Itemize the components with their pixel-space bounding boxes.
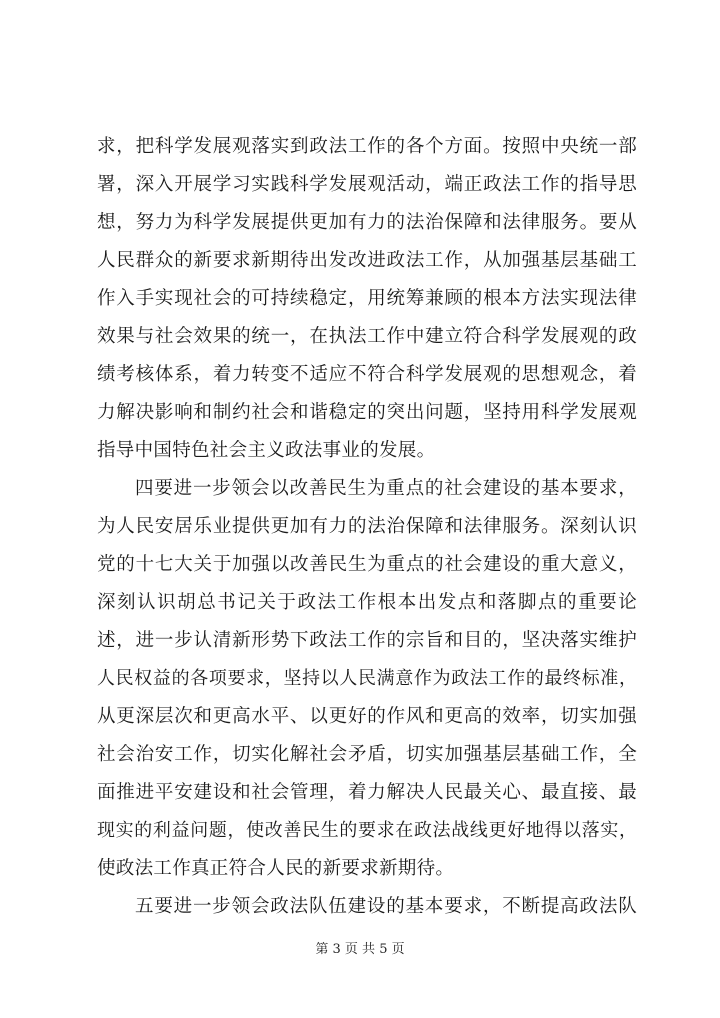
text-line: 面推进平安建设和社会管理，着力解决人民最关心、最直接、最 bbox=[97, 782, 637, 803]
text-line: 署，深入开展学习实践科学发展观活动，端正政法工作的指导思 bbox=[97, 174, 637, 195]
page-number-footer: 第 3 页 共 5 页 bbox=[315, 942, 405, 957]
paragraph-end-line: 使政法工作真正符合人民的新要求新期待。 bbox=[97, 858, 455, 879]
text-line: 人民群众的新要求新期待出发改进政法工作，从加强基层基础工 bbox=[97, 250, 637, 271]
text-line: 为人民安居乐业提供更加有力的法治保障和法律服务。深刻认识 bbox=[97, 516, 637, 537]
text-line: 作入手实现社会的可持续稳定，用统筹兼顾的根本方法实现法律 bbox=[97, 288, 637, 309]
paragraph-end-line: 指导中国特色社会主义政法事业的发展。 bbox=[97, 440, 436, 461]
text-line: 力解决影响和制约社会和谐稳定的突出问题，坚持用科学发展观 bbox=[97, 402, 637, 423]
paragraph-start-line: 四要进一步领会以改善民生为重点的社会建设的基本要求， bbox=[135, 478, 637, 499]
paragraph-start-line: 五要进一步领会政法队伍建设的基本要求，不断提高政法队 bbox=[135, 896, 637, 917]
text-line: 想，努力为科学发展提供更加有力的法治保障和法律服务。要从 bbox=[97, 212, 637, 233]
text-line: 绩考核体系，着力转变不适应不符合科学发展观的思想观念，着 bbox=[97, 364, 637, 385]
text-line: 从更深层次和更高水平、以更好的作风和更高的效率，切实加强 bbox=[97, 706, 637, 727]
text-line: 深刻认识胡总书记关于政法工作根本出发点和落脚点的重要论 bbox=[97, 592, 637, 613]
text-line: 述，进一步认清新形势下政法工作的宗旨和目的，坚决落实维护 bbox=[97, 630, 637, 651]
text-line: 现实的利益问题，使改善民生的要求在政法战线更好地得以落实， bbox=[97, 820, 637, 841]
text-line: 人民权益的各项要求，坚持以人民满意作为政法工作的最终标准， bbox=[97, 668, 637, 689]
text-line: 效果与社会效果的统一，在执法工作中建立符合科学发展观的政 bbox=[97, 326, 637, 347]
text-line: 求，把科学发展观落实到政法工作的各个方面。按照中央统一部 bbox=[97, 136, 637, 157]
text-line: 社会治安工作，切实化解社会矛盾，切实加强基层基础工作，全 bbox=[97, 744, 637, 765]
text-line: 党的十七大关于加强以改善民生为重点的社会建设的重大意义， bbox=[97, 554, 637, 575]
document-body bbox=[97, 128, 637, 926]
